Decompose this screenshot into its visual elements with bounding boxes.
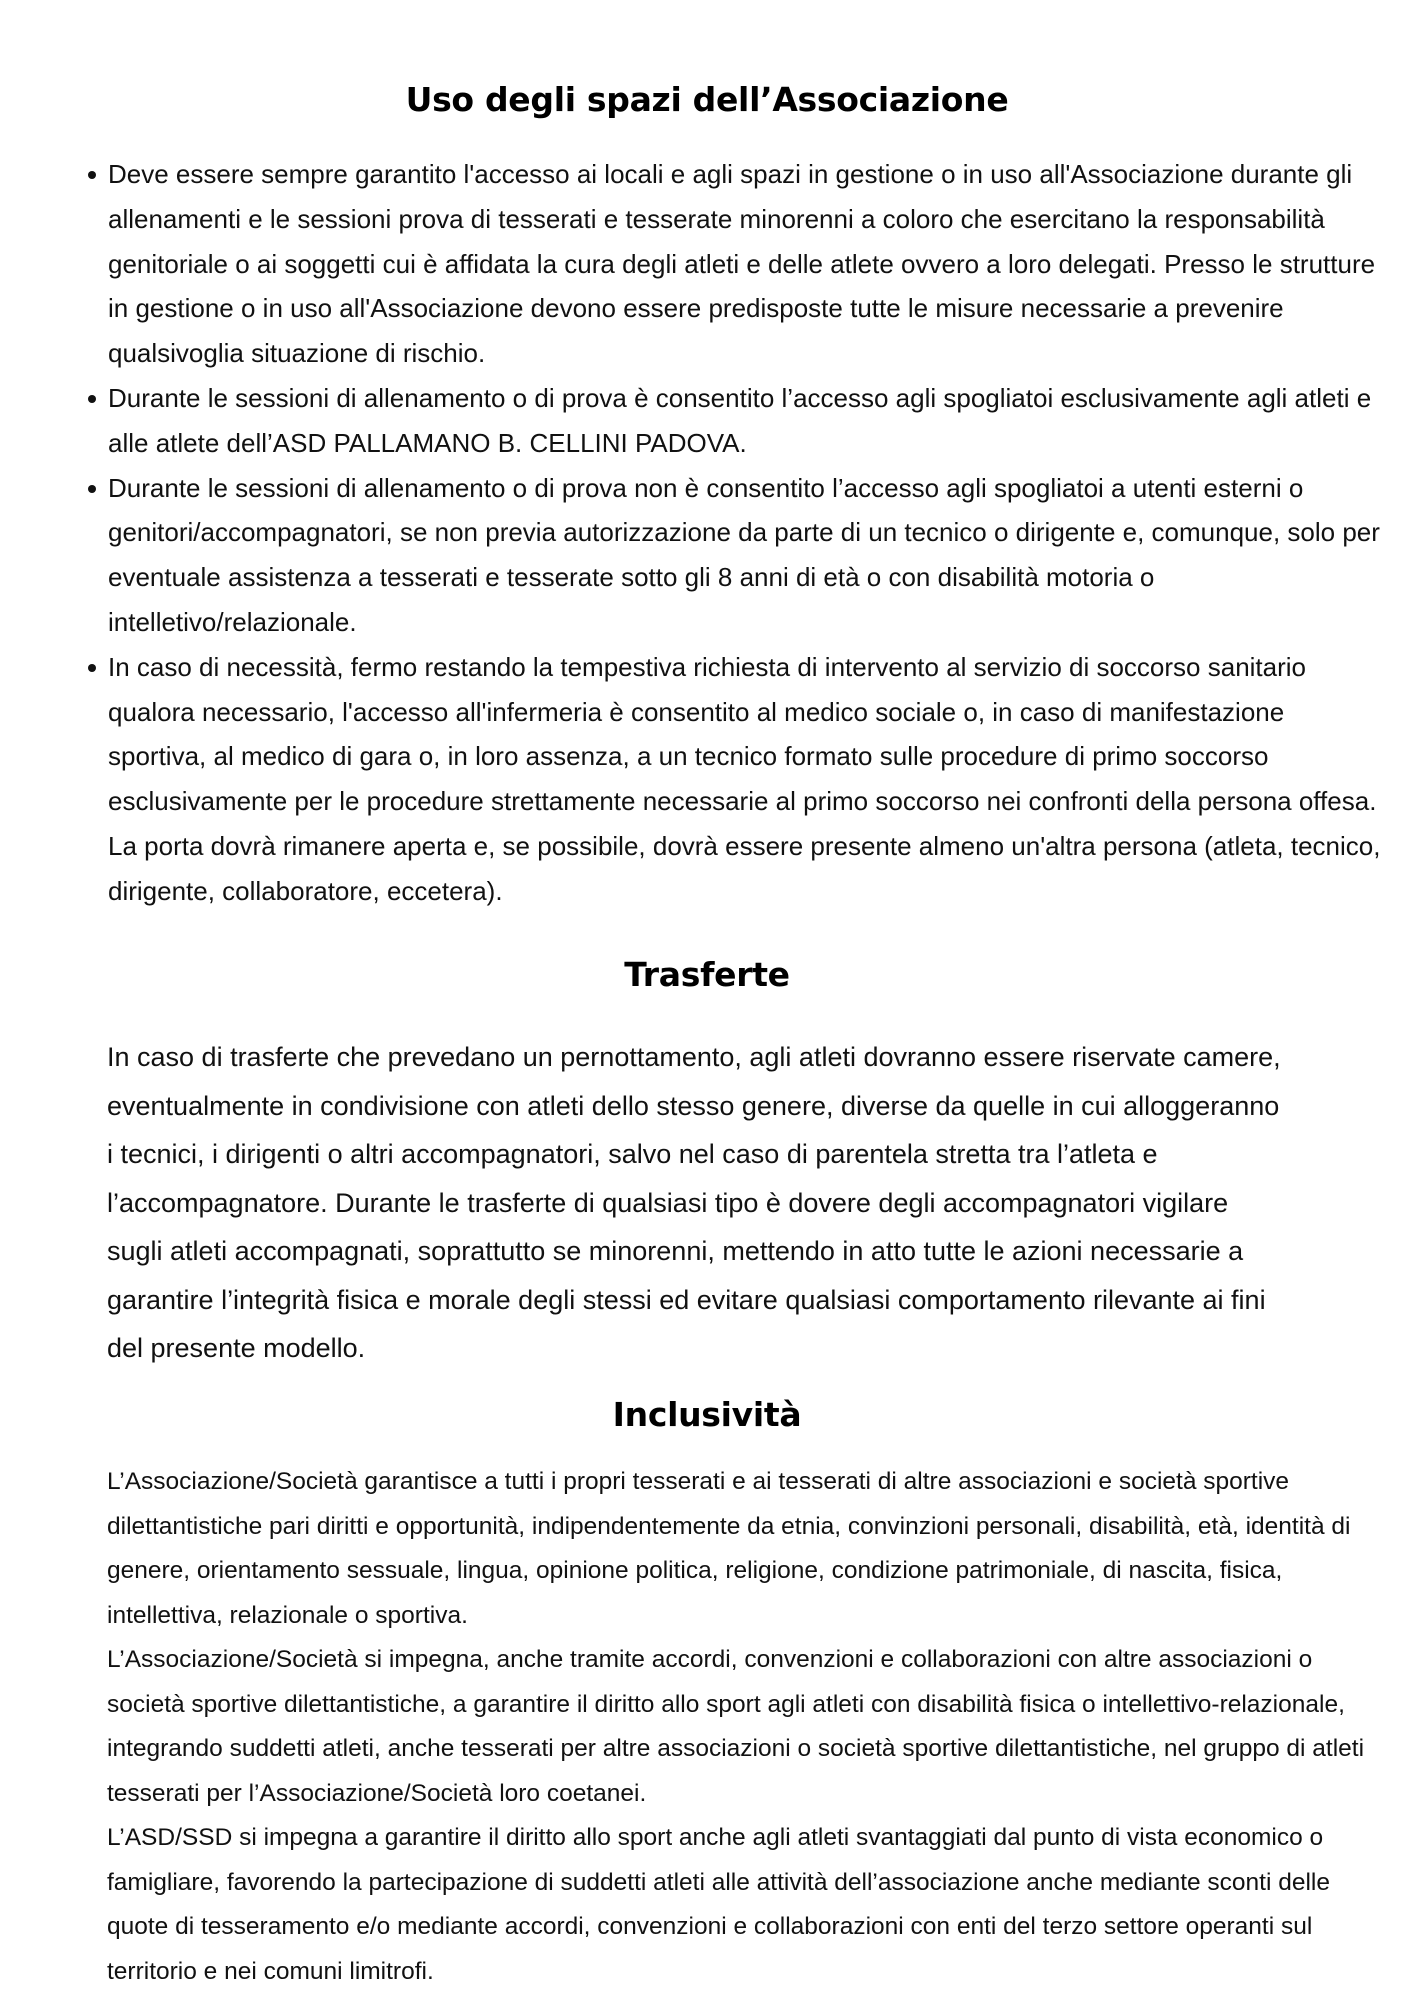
section-title-inclusivita: Inclusività <box>612 1395 802 1434</box>
section-title-uso-spazi: Uso degli spazi dell’Associazione <box>405 80 1009 119</box>
uso-spazi-bullet-list <box>80 152 1388 914</box>
bullet-item: Durante le sessioni di allenamento o di prova è consentito l’accesso agli spogliatoi esclusivamente agli atleti e alle atlete dell’ASD PALLAMANO B. CELLINI PADOVA. <box>108 376 1388 466</box>
inclusivita-paragraph: L’Associazione/Società garantisce a tutti i propri tesserati e ai tesserati di altre associazioni e società sportive dilettantistiche pari diritti e opportunità, indipendentemente da etnia, convinzioni personali, disabilità, età, identità di genere, orientamento sessuale, lingua, opinione politica, religione, condizione patrimoniale, di nascita, fisica, intellettiva, relazionale o sportiva. <box>107 1468 1351 1629</box>
inclusivita-paragraph: L’ASD/SSD si impegna a garantire il diritto allo sport anche agli atleti svantaggiati dal punto di vista economico o famigliare, favorendo la partecipazione di suddetti atleti alle attività dell’associazione anche mediante sconti delle quote di tesseramento e/o mediante accordi, convenzioni e collaborazioni con enti del terzo settore operanti sul territorio e nei comuni limitrofi. <box>107 1824 1331 1985</box>
section-title-trasferte: Trasferte <box>624 955 790 994</box>
inclusivita-paragraph: L’Associazione/Società si impegna, anche tramite accordi, convenzioni e collaborazioni con altre associazioni o società sportive dilettantistiche, a garantire il diritto allo sport agli atleti con disabilità fisica o intellettivo-relazionale, integrando suddetti atleti, anche tesserati per altre associazioni o società sportive dilettantistiche, nel gruppo di atleti tesserati per l’Associazione/Società loro coetanei. <box>107 1646 1365 1807</box>
bullet-item: Durante le sessioni di allenamento o di prova non è consentito l’accesso agli spogliatoi a utenti esterni o genitori/accompagnatori, se non previa autorizzazione da parte di un tecnico o dirigente e, comunque, solo per eventuale assistenza a tesserati e tesserate sotto gli 8 anni di età o con disabilità motoria o intelletivo/relazionale. <box>108 466 1388 645</box>
bullet-item: Deve essere sempre garantito l'accesso ai locali e agli spazi in gestione o in uso all'Associazione durante gli allenamenti e le sessioni prova di tesserati e tesserate minorenni a coloro che esercitano la responsabilità genitoriale o ai soggetti cui è affidata la cura degli atleti e delle atlete ovvero a loro delegati. Presso le strutture in gestione o in uso all'Associazione devono essere predisposte tutte le misure necessarie a prevenire qualsivoglia situazione di rischio. <box>108 152 1388 376</box>
inclusivita-body <box>107 1460 1382 1994</box>
trasferte-paragraph: In caso di trasferte che prevedano un pernottamento, agli atleti dovranno essere riservate camere, eventualmente in condivisione con atleti dello stesso genere, diverse da quelle in cui alloggeranno i tecnici, i dirigenti o altri accompagnatori, salvo nel caso di parentela stretta tra l’atleta e l’accompagnatore. Durante le trasferte di qualsiasi tipo è dovere degli accompagnatori vigilare sugli atleti accompagnati, soprattutto se minorenni, mettendo in atto tutte le azioni necessarie a garantire l’integrità fisica e morale degli stessi ed evitare qualsiasi comportamento rilevante ai fini del presente modello. <box>107 1042 1281 1363</box>
bullet-item: In caso di necessità, fermo restando la tempestiva richiesta di intervento al servizio di soccorso sanitario qualora necessario, l'accesso all'infermeria è consentito al medico sociale o, in caso di manifestazione sportiva, al medico di gara o, in loro assenza, a un tecnico formato sulle procedure di primo soccorso esclusivamente per le procedure strettamente necessarie al primo soccorso nei confronti della persona offesa. La porta dovrà rimanere aperta e, se possibile, dovrà essere presente almeno un'altra persona (atleta, tecnico, dirigente, collaboratore, eccetera). <box>108 645 1388 914</box>
